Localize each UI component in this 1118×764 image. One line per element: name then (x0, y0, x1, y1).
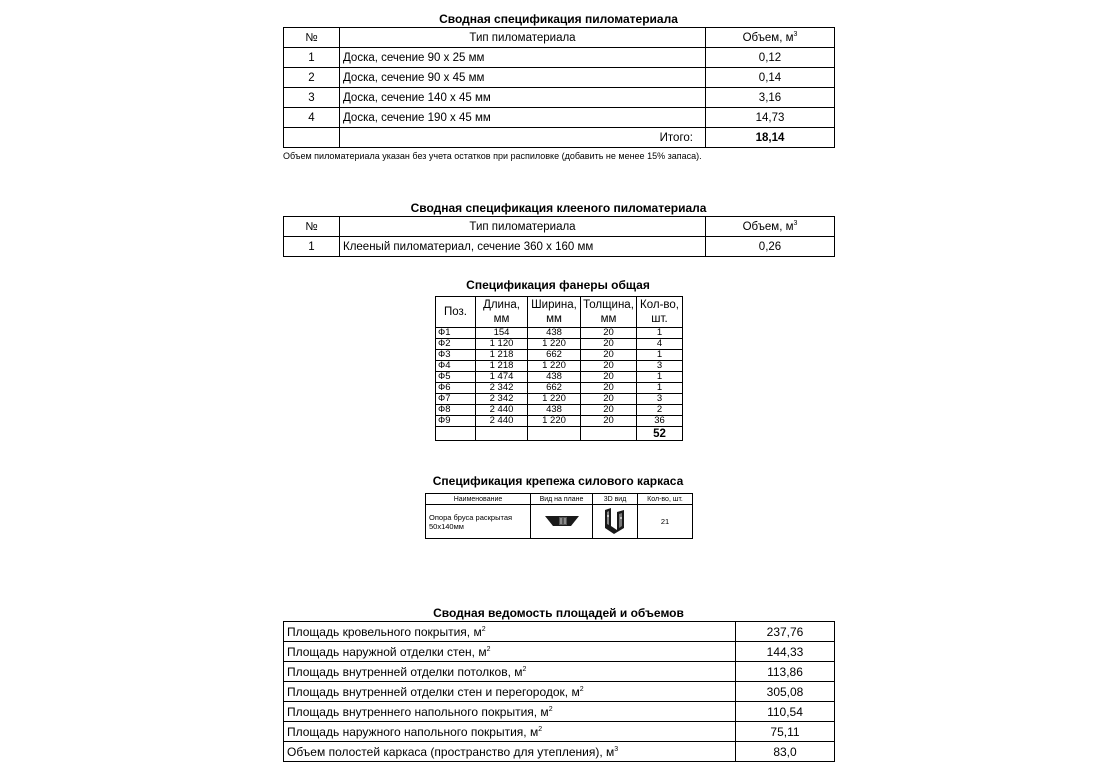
table-row: 2 Доска, сечение 90 х 45 мм 0,14 (284, 68, 835, 88)
table-row: Ф4 1 218 1 220 20 3 (436, 361, 683, 372)
table-row: Ф2 1 120 1 220 20 4 (436, 339, 683, 350)
table-row: 3 Доска, сечение 140 х 45 мм 3,16 (284, 88, 835, 108)
fastener-spec (408, 474, 708, 539)
table-header-row: Поз. Длина, мм Ширина, мм Толщина, мм Кол-во, шт. (436, 297, 683, 328)
table-row: Площадь наружной отделки стен, $м^2$ 144,33 (284, 642, 835, 662)
table-header-row: Наименование Вид на плане 3D вид Кол-во, шт. (426, 494, 693, 505)
table-header-row: № Тип пиломатериала Объем, $м^3$ (284, 217, 835, 237)
col-volume: Объем, $м^3$ (706, 28, 835, 48)
lumber-note: Объем пиломатериала указан без учета остатков при распиловке (добавить не менее 15% запаса). (283, 151, 702, 161)
table-row: Ф6 2 342 662 20 1 (436, 383, 683, 394)
table-row: Площадь внутренней отделки потолков, $м^2$ 113,86 (284, 662, 835, 682)
plywood-spec (408, 278, 708, 441)
fastener-3d-view (593, 505, 638, 539)
lumber-table (283, 27, 835, 148)
total-label: Итого: (340, 128, 706, 148)
table-row: 1 Клееный пиломатериал, сечение 360 х 160 мм 0,26 (284, 237, 835, 257)
col-type: Тип пиломатериала (340, 28, 706, 48)
table-row (426, 505, 693, 539)
table-row: Ф8 2 440 438 20 2 (436, 405, 683, 416)
lumber-spec-title: Сводная спецификация пиломатериала (439, 12, 678, 26)
plywood-spec-title: Спецификация фанеры общая (466, 278, 650, 292)
table-row: Объем полостей каркаса (пространство для утепления), $м^3$ 83,0 (284, 742, 835, 762)
total-row (436, 427, 683, 441)
table-row: Ф9 2 440 1 220 20 36 (436, 416, 683, 427)
glued-table (283, 216, 835, 257)
joist-hanger-plan-icon (544, 513, 580, 529)
table-row: Ф5 1 474 438 20 1 (436, 372, 683, 383)
fastener-plan-view (531, 505, 593, 539)
total-row (284, 128, 835, 148)
table-row: Ф1 154 438 20 1 (436, 328, 683, 339)
table-row: 1 Доска, сечение 90 х 25 мм 0,12 (284, 48, 835, 68)
fastener-table (425, 493, 693, 539)
table-row: Площадь внутренней отделки стен и перегородок, $м^2$ 305,08 (284, 682, 835, 702)
areas-spec (283, 606, 834, 762)
glued-spec (283, 201, 834, 257)
plywood-table (435, 296, 683, 441)
table-row: Площадь кровельного покрытия, $м^2$ 237,76 (284, 622, 835, 642)
table-row: Ф3 1 218 662 20 1 (436, 350, 683, 361)
plywood-total-qty: 52 (637, 427, 683, 441)
joist-hanger-3d-icon (600, 506, 630, 536)
table-row: Площадь наружного напольного покрытия, $м^2$ 75,11 (284, 722, 835, 742)
col-num: № (284, 28, 340, 48)
table-header-row (284, 28, 835, 48)
lumber-spec (283, 12, 834, 161)
table-row: 4 Доска, сечение 190 х 45 мм 14,73 (284, 108, 835, 128)
areas-spec-title: Сводная ведомость площадей и объемов (433, 606, 684, 620)
table-row: Ф7 2 342 1 220 20 3 (436, 394, 683, 405)
areas-table (283, 621, 835, 762)
total-value: 18,14 (706, 128, 835, 148)
fastener-spec-title: Спецификация крепежа силового каркаса (432, 474, 684, 488)
fastener-qty: 21 (638, 505, 693, 539)
fastener-name: Опора бруса раскрытая 50х140мм (426, 505, 531, 539)
glued-spec-title: Сводная спецификация клееного пиломатериала (410, 201, 707, 215)
table-row: Площадь внутреннего напольного покрытия, $м^2$ 110,54 (284, 702, 835, 722)
